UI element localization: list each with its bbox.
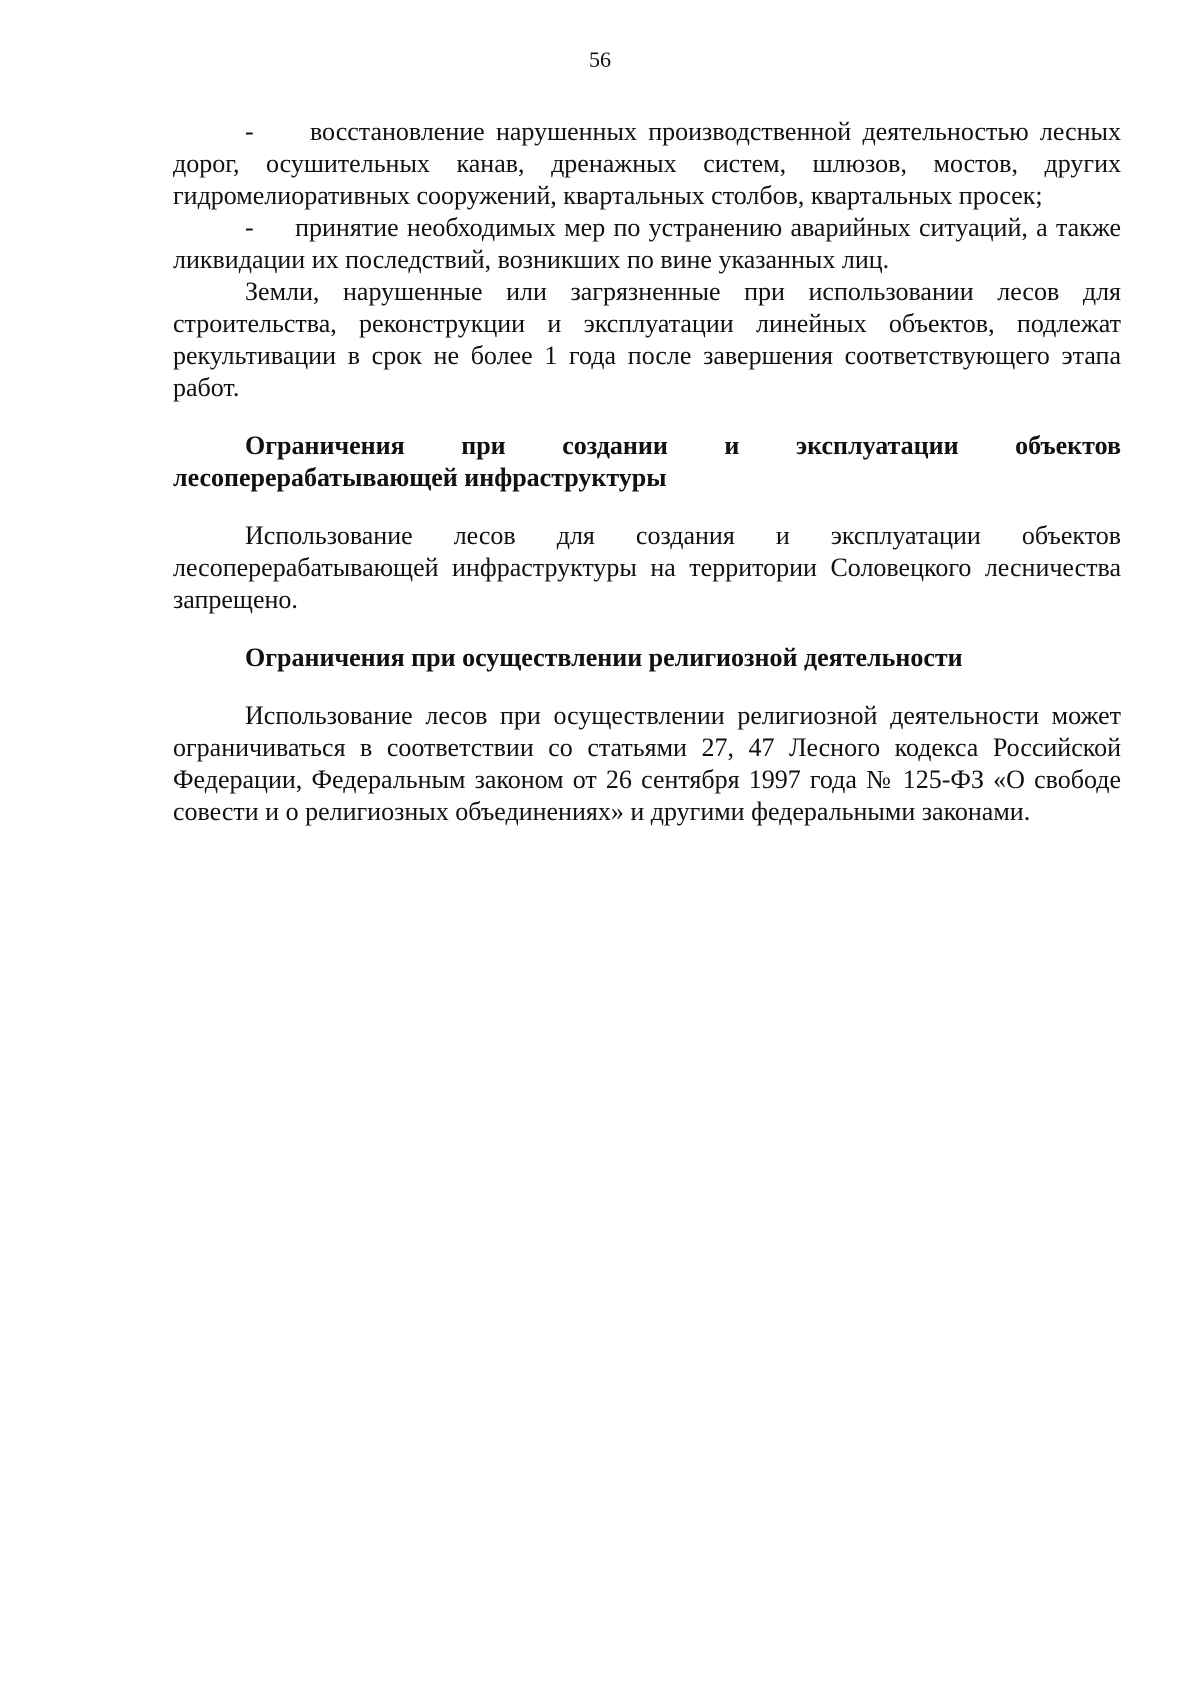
page-number: 56 <box>589 47 611 72</box>
page-content <box>173 116 1121 828</box>
paragraph-infrastructure: Использование лесов для создания и эксплуатации объектов лесоперерабатывающей инфраструктуры на территории Соловецкого лесничества запрещено. <box>173 521 1121 614</box>
bullet-item-restoration: - восстановление нарушенных производственной деятельностью лесных дорог, осушительных канав, дренажных систем, шлюзов, мостов, других гидромелиоративных сооружений, квартальных столбов, квартальных просек; <box>173 117 1121 210</box>
paragraph-religious: Использование лесов при осуществлении религиозной деятельности может ограничиваться в соответствии со статьями 27, 47 Лесного кодекса Российской Федерации, Федеральным законом от 26 сентября 1997 года № 125-ФЗ «О свободе совести и о религиозных объединениях» и другими федеральными законами. <box>173 701 1121 826</box>
section-heading-infrastructure: Ограничения при создании и эксплуатации объектов лесоперерабатывающей инфраструктуры <box>173 431 1121 492</box>
paragraph-land-reclamation: Земли, нарушенные или загрязненные при использовании лесов для строительства, реконструкции и эксплуатации линейных объектов, подлежат рекультивации в срок не более 1 года после завершения соответствующего этапа работ. <box>173 277 1121 402</box>
section-heading-religious: Ограничения при осуществлении религиозной деятельности <box>245 643 963 672</box>
bullet-item-emergency-measures: - принятие необходимых мер по устранению аварийных ситуаций, а также ликвидации их последствий, возникших по вине указанных лиц. <box>173 213 1121 274</box>
